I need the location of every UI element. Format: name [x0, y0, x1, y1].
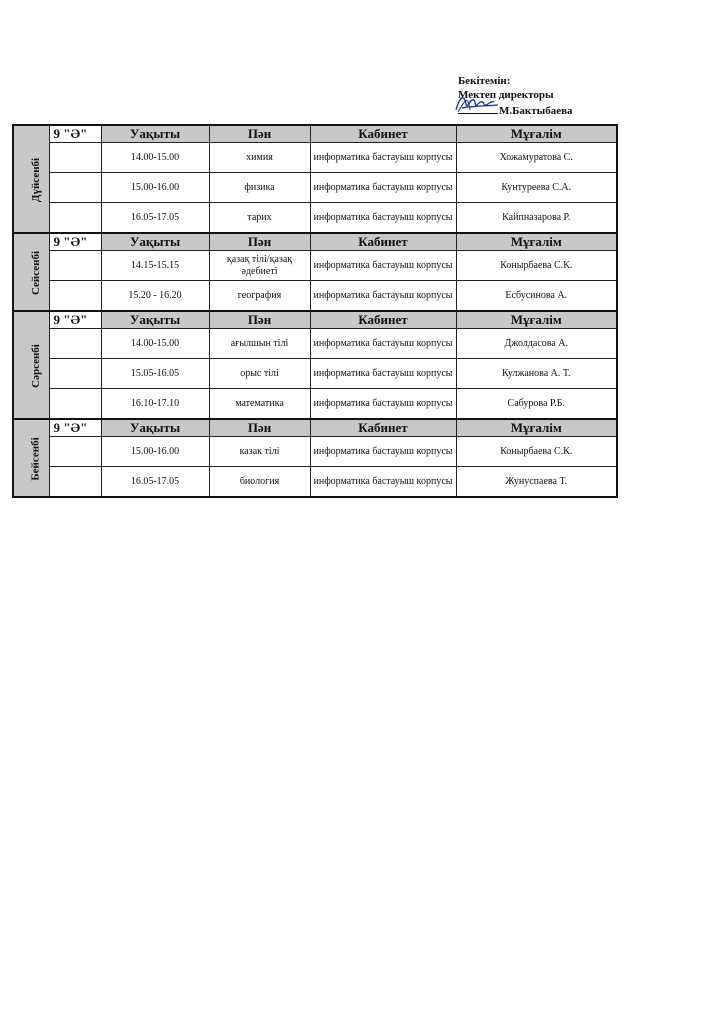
day-label-cell — [13, 233, 49, 311]
header-time: Уақыты — [101, 125, 209, 143]
empty-cell — [49, 389, 101, 420]
approval-title: Бекітемін: — [458, 75, 511, 87]
subject-cell: тарих — [209, 203, 310, 234]
teacher-cell: Джолдасова А. — [456, 329, 617, 359]
room-cell: информатика бастауыш корпусы — [310, 467, 456, 498]
day-label: Сәрсенбі — [29, 343, 42, 388]
subject-cell: химия — [209, 143, 310, 173]
header-room: Кабинет — [310, 419, 456, 437]
header-subject: Пән — [209, 233, 310, 251]
day-label-cell — [13, 125, 49, 233]
class-label: 9 "Ә" — [49, 233, 101, 251]
empty-cell — [49, 203, 101, 234]
schedule-body — [13, 125, 617, 497]
day-label: Сейсенбі — [30, 250, 43, 295]
table-row — [13, 173, 617, 203]
table-row — [13, 389, 617, 420]
teacher-cell: Кунтуреева С.А. — [456, 173, 617, 203]
time-cell: 15.20 - 16.20 — [101, 281, 209, 312]
subject-cell: казак тілі — [209, 437, 310, 467]
time-cell: 16.10-17.10 — [101, 389, 209, 420]
header-teacher: Мұғалім — [456, 419, 617, 437]
class-label: 9 "Ә" — [49, 125, 101, 143]
subject-cell: ағылшын тілі — [209, 329, 310, 359]
approval-position: Мектеп директоры — [458, 89, 554, 101]
room-cell: информатика бастауыш корпусы — [310, 281, 456, 312]
header-time: Уақыты — [101, 419, 209, 437]
subject-cell: география — [209, 281, 310, 312]
header-room: Кабинет — [310, 311, 456, 329]
day-header-row — [13, 311, 617, 329]
teacher-cell: Кулжанова А. Т. — [456, 359, 617, 389]
schedule-table — [12, 124, 618, 498]
day-header-row — [13, 125, 617, 143]
room-cell: информатика бастауыш корпусы — [310, 359, 456, 389]
time-cell: 16.05-17.05 — [101, 467, 209, 498]
empty-cell — [49, 359, 101, 389]
approval-block — [458, 74, 573, 118]
teacher-cell: Жунуспаева Т. — [456, 467, 617, 498]
teacher-cell: Хожамуратова С. — [456, 143, 617, 173]
empty-cell — [49, 143, 101, 173]
room-cell: информатика бастауыш корпусы — [310, 389, 456, 420]
teacher-cell: Кайпназарова Р. — [456, 203, 617, 234]
room-cell: информатика бастауыш корпусы — [310, 173, 456, 203]
table-row — [13, 437, 617, 467]
teacher-cell: Конырбаева С.К. — [456, 437, 617, 467]
time-cell: 15.05-16.05 — [101, 359, 209, 389]
class-label: 9 "Ә" — [49, 419, 101, 437]
header-teacher: Мұғалім — [456, 233, 617, 251]
header-subject: Пән — [209, 419, 310, 437]
empty-cell — [49, 329, 101, 359]
subject-cell: физика — [209, 173, 310, 203]
time-cell: 14.00-15.00 — [101, 329, 209, 359]
header-room: Кабинет — [310, 233, 456, 251]
header-subject: Пән — [209, 125, 310, 143]
empty-cell — [49, 173, 101, 203]
table-row — [13, 359, 617, 389]
room-cell: информатика бастауыш корпусы — [310, 143, 456, 173]
day-label: Дүйсенбі — [30, 157, 43, 202]
table-row — [13, 467, 617, 498]
time-cell: 15.00-16.00 — [101, 437, 209, 467]
teacher-cell: Есбусинова А. — [456, 281, 617, 312]
header-time: Уақыты — [101, 311, 209, 329]
day-label-cell — [13, 419, 49, 497]
time-cell: 16.05-17.05 — [101, 203, 209, 234]
day-label-cell — [13, 311, 49, 419]
teacher-cell: Сабурова Р.Б. — [456, 389, 617, 420]
day-header-row — [13, 233, 617, 251]
header-time: Уақыты — [101, 233, 209, 251]
subject-cell: биология — [209, 467, 310, 498]
approval-signature-row — [458, 102, 573, 118]
table-row — [13, 329, 617, 359]
header-teacher: Мұғалім — [456, 125, 617, 143]
room-cell: информатика бастауыш корпусы — [310, 203, 456, 234]
header-subject: Пән — [209, 311, 310, 329]
day-label: Бейсенбі — [29, 436, 42, 481]
empty-cell — [49, 437, 101, 467]
class-label: 9 "Ә" — [49, 311, 101, 329]
subject-cell: орыс тілі — [209, 359, 310, 389]
time-cell: 15.00-16.00 — [101, 173, 209, 203]
director-name: М.Бактыбаева — [499, 105, 573, 117]
empty-cell — [49, 467, 101, 498]
subject-cell: математика — [209, 389, 310, 420]
time-cell: 14.15-15.15 — [101, 251, 209, 281]
subject-cell: қазақ тілі/қазақ әдебиеті — [209, 251, 310, 281]
table-row — [13, 203, 617, 234]
day-header-row — [13, 419, 617, 437]
time-cell: 14.00-15.00 — [101, 143, 209, 173]
room-cell: информатика бастауыш корпусы — [310, 437, 456, 467]
signature-icon — [452, 90, 504, 116]
table-row — [13, 251, 617, 281]
room-cell: информатика бастауыш корпусы — [310, 329, 456, 359]
empty-cell — [49, 251, 101, 281]
header-room: Кабинет — [310, 125, 456, 143]
header-teacher: Мұғалім — [456, 311, 617, 329]
table-row — [13, 281, 617, 312]
empty-cell — [49, 281, 101, 312]
teacher-cell: Конырбаева С.К. — [456, 251, 617, 281]
table-row — [13, 143, 617, 173]
room-cell: информатика бастауыш корпусы — [310, 251, 456, 281]
